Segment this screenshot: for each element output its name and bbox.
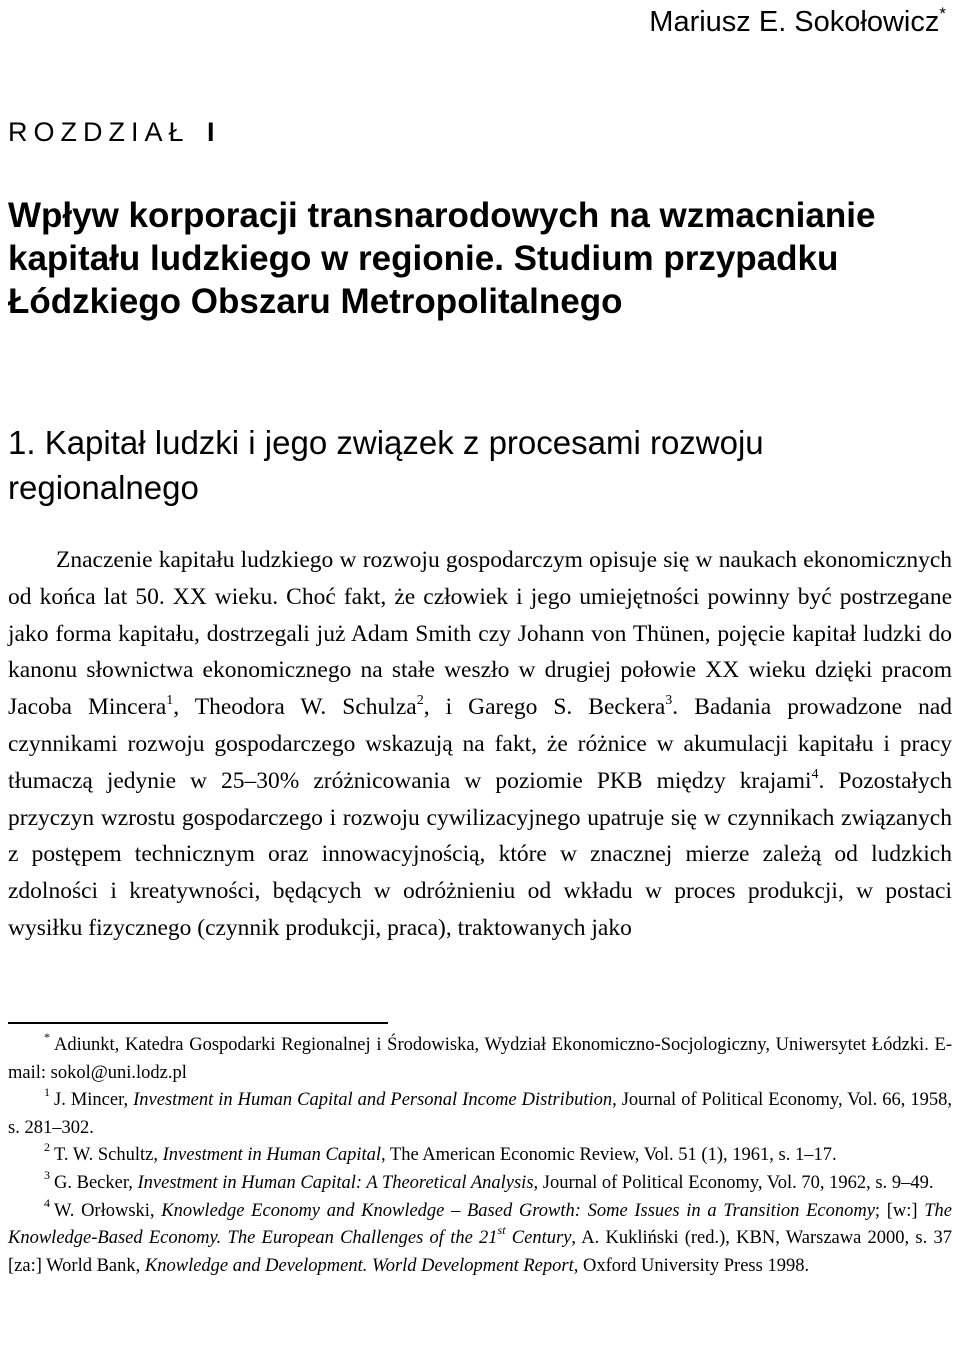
section-heading: 1. Kapitał ludzki i jego związek z procesami rozwoju regionalnego — [8, 424, 764, 506]
footnote-mark: * — [44, 1030, 50, 1044]
footnote-work-title: Investment in Human Capital and Personal Income Distribution — [133, 1090, 613, 1111]
footnote-publisher: , Oxford University Press 1998. — [573, 1255, 810, 1276]
footnote-2 — [8, 1142, 952, 1170]
footnote-text: Adiunkt, Katedra Gospodarki Regionalnej i Środowiska, Wydział Ekonomiczno-Socjologiczny, Uniwersytet Łódzki. E-mail: sokol@uni.lodz.pl — [8, 1035, 952, 1083]
body-text-4: . Badania prowadzone nad czynnikami rozwoju gospodarczego wskazują na fakt, że różnice w akumulacji kapitału i pracy tłumaczą jedynie w 25–30% zróżnicowania w poziomie PKB między krajami — [8, 694, 953, 794]
footnote-separator — [8, 1022, 388, 1024]
footnote-author-name: J. Mincer, — [54, 1090, 134, 1111]
footnote-source: , Journal of Political Economy, Vol. 70, 1962, s. 9–49. — [533, 1172, 934, 1193]
body-text-3: , i Garego S. Beckera — [423, 694, 666, 721]
footnote-book-title: The Knowledge-Based Economy. The European Challenges of the 21 — [8, 1200, 952, 1249]
footnote-mark: 1 — [44, 1085, 50, 1100]
footnote-book-title-end: Century — [505, 1228, 572, 1249]
footnote-ref-2: 2 — [416, 693, 424, 709]
author-header — [649, 2, 946, 42]
footnote-author-name: T. W. Schultz, — [54, 1145, 163, 1166]
footnote-ordinal: st — [497, 1223, 506, 1238]
chapter-title: Wpływ korporacji transnarodowych na wzmacnianie kapitału ludzkiego w regionie. Studium przypadku Łódzkiego Obszaru Metropolitalnego — [8, 196, 876, 321]
footnote-connector: ; [w:] — [874, 1200, 925, 1221]
footnotes — [8, 1032, 952, 1280]
body-text-2: , Theodora W. Schulza — [173, 694, 417, 721]
footnote-work-title: Investment in Human Capital: A Theoretical Analysis — [137, 1172, 534, 1193]
footnote-author-name: G. Becker, — [54, 1172, 138, 1193]
footnote-3 — [8, 1167, 952, 1198]
footnote-report-title: Knowledge and Development. World Development Report — [144, 1255, 574, 1276]
author-name: Mariusz E. Sokołowicz — [649, 6, 940, 38]
body-text-1: Znaczenie kapitału ludzkiego w rozwoju gospodarczym opisuje się w naukach ekonomicznych od końca lat 50. XX wieku. Choć fakt, że człowiek i jego umiejętności powinny być postrzegane jako forma kapitału, dostrzegali już Adam Smith czy Johann von Thünen, pojęcie kapitał ludzki do kanonu słownictwa ekonomicznego na stałe weszło w drugiej połowie XX wieku dzięki pracom Jacoba Mincera — [8, 547, 952, 721]
footnote-ref-1: 1 — [166, 693, 174, 709]
footnote-work-title: Knowledge Economy and Knowledge – Based Growth: Some Issues in a Transition Economy — [161, 1200, 875, 1221]
footnote-author — [8, 1032, 952, 1087]
footnote-source: , Journal of Political Economy, Vol. 66, 1958, s. 281–302. — [8, 1090, 952, 1138]
footnote-4 — [8, 1195, 953, 1281]
footnote-source: , The American Economic Review, Vol. 51 (1), 1961, s. 1–17. — [381, 1145, 837, 1166]
footnote-mark: 3 — [44, 1167, 50, 1182]
footnote-mark: 4 — [44, 1195, 50, 1210]
body-paragraph — [8, 542, 952, 947]
footnote-source: , A. Kukliński (red.), KBN, Warszawa 2000, s. 37 [za:] World Bank, — [8, 1228, 953, 1276]
chapter-word: ROZDZIAŁ — [8, 117, 190, 147]
footnote-mark: 2 — [44, 1140, 50, 1155]
footnote-author-name: W. Orłowski, — [54, 1200, 162, 1221]
footnote-ref-4: 4 — [811, 766, 819, 782]
chapter-number: I — [207, 117, 215, 147]
author-footnote-mark: * — [939, 4, 946, 23]
footnote-1 — [8, 1087, 952, 1142]
chapter-label — [8, 112, 215, 152]
footnote-work-title: Investment in Human Capital — [162, 1145, 381, 1166]
body-text-5: . Pozostałych przyczyn wzrostu gospodarczego i rozwoju cywilizacyjnego upatruje się w czynnikach związanych z postępem technicznym oraz innowacyjnością, które w znacznej mierze zależą od ludzkich zdolności i kreatywności, będących w odróżnieniu od wkładu w proces produkcji, w postaci wysiłku fizycznego (czynnik produkcji, praca), traktowanych jako — [8, 767, 952, 941]
footnote-ref-3: 3 — [665, 693, 673, 709]
